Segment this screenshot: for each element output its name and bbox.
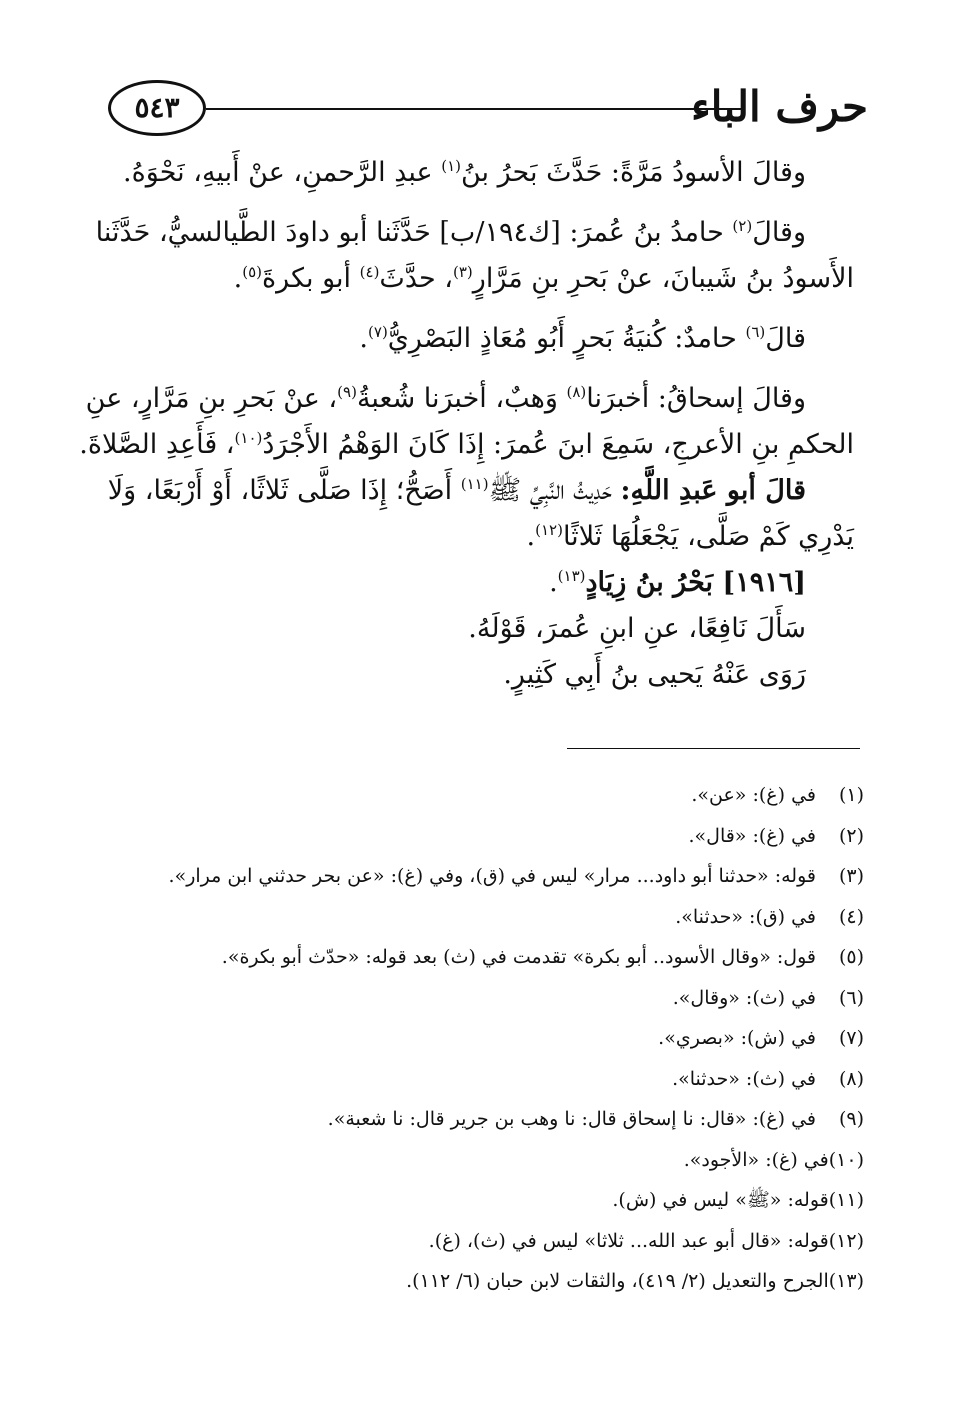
footnote-mark: (٢) bbox=[732, 217, 753, 235]
footnote-mark: (١٣) bbox=[557, 567, 586, 585]
chapter-title: حرف الباء bbox=[691, 82, 868, 131]
footnote: (٨)في (ث): «حدثنا». bbox=[672, 1067, 864, 1090]
footnote: (١)في (غ): «عن». bbox=[691, 784, 864, 806]
footnote-separator bbox=[567, 748, 860, 749]
footnote: (١٣)الجرح والتعديل (٢/ ٤١٩)، والثقات لابن حبان (٦/ ١١٢). bbox=[406, 1270, 864, 1292]
footnote: (١١)قوله: «ﷺ» ليس في (ش). bbox=[612, 1189, 864, 1211]
footnote-mark: (١٠) bbox=[234, 429, 263, 447]
text-line: سَأَلَ نَافِعًا، عنِ ابنِ عُمرَ، قَوْلَهُ. bbox=[468, 613, 806, 644]
entry-heading: [١٩١٦] بَحْرُ بنُ زِيَادٍ$^{(١٣)}$. bbox=[549, 567, 806, 598]
footnote: (٦)في (ث): «وقال». bbox=[672, 986, 864, 1009]
text-line: وقالَ إسحاقُ: أخبرَنا$^{(٨)}$ وَهبٌ، أخبرَنا شُعبةُ$^{(٩)}$، عنْ بَحرِ بنِ مَرَّارٍ، عنِ bbox=[85, 383, 806, 414]
footnote: (٩)في (غ): «قال: نا إسحاق قال: نا وهب بن جرير قال: نا شعبة». bbox=[327, 1108, 864, 1130]
text-line: الأَسودُ بنُ شَيبانَ، عنْ بَحرِ بنِ مَرَّارٍ$^{(٣)}$، حدَّثَ$^{(٤)}$ أبو بكرةَ$^{(٥)}$. bbox=[233, 263, 854, 294]
text-line: يَدْرِي كَمْ صَلَّى، يَجْعَلُهَا ثَلاثًا$^{(١٢)}$. bbox=[526, 521, 854, 552]
footnote-mark: (٦) bbox=[745, 323, 766, 341]
footnote-mark: (١٢) bbox=[535, 521, 563, 539]
footnote: (٤)في (ق): «حدثنا». bbox=[675, 905, 864, 928]
footnote: (١٢)قوله: «قال أبو عبد الله... ثلاثا» ليس في (ث)، (غ). bbox=[428, 1229, 864, 1252]
footnote: (٥)قول: «وقال الأسود.. أبو بكرة» تقدمت في (ث) بعد قوله: «حدّث أبو بكرة». bbox=[221, 946, 864, 968]
page-number: ٥٤٣ bbox=[108, 80, 206, 136]
footnotes bbox=[130, 775, 864, 1302]
footnote-mark: (٧) bbox=[368, 323, 388, 341]
text-line: وقالَ الأسودُ مَرَّةً: حَدَّثَ بَحرُ بنُ$^{(١)}$ عبدِ الرَّحمنِ، عنْ أَبيهِ، نَحْوَهُ. bbox=[123, 157, 806, 188]
footnote-mark: (٨) bbox=[566, 383, 587, 401]
footnote: (٧)في (ش): «بصري». bbox=[658, 1027, 864, 1049]
footnote-mark: (٩) bbox=[337, 383, 357, 401]
footnote-mark: (١) bbox=[441, 157, 461, 175]
footnote: (١٠)في (غ): «الأجود». bbox=[683, 1148, 864, 1171]
footnote-mark: (١١) bbox=[460, 475, 489, 493]
footnote: (٢)في (غ): «قال». bbox=[688, 824, 864, 847]
text-line: وقالَ$^{(٢)}$ حامدُ بنُ عُمرَ: [ك١٩٤/ب] حَدَّثَنا أبو داودَ الطَّيالسيُّ، حَدَّثَنا bbox=[95, 217, 806, 248]
main-text bbox=[79, 150, 854, 698]
speaker-name: قالَ أبو عَبدِ اللَّهِ: bbox=[620, 475, 806, 506]
header-rule bbox=[206, 108, 743, 110]
footnote-mark: (٤) bbox=[359, 263, 380, 281]
text-line: الحكمِ بنِ الأعرجِ، سَمِعَ ابنَ عُمرَ: إِذَا كَانَ الوَهْمُ الأَجْرَدُ$^{(١٠)}$، فَأَعِدِ الصَّلاةَ. bbox=[79, 429, 854, 460]
footnote-mark: (٣) bbox=[453, 263, 473, 281]
text-line: قالَ أبو عَبدِ اللَّهِ: حَدِيثُ النَّبِيِّ ﷺ$^{(١١)}$ أَصَحُّ؛ إِذَا صَلَّى ثَلاثًا، أَوْ أَرْبَعًا، وَلَا bbox=[107, 475, 806, 506]
text-line: قالَ$^{(٦)}$ حامدٌ: كُنيَةُ بَحرٍ أَبُو مُعَاذٍ البَصْرِيُّ$^{(٧)}$. bbox=[359, 323, 806, 354]
text-line: رَوَى عَنْهُ يَحيى بنُ أَبِي كَثِيرٍ. bbox=[503, 659, 806, 690]
running-header bbox=[108, 72, 868, 152]
footnote-mark: (٥) bbox=[242, 263, 263, 281]
footnote: (٣)قوله: «حدثنا أبو داود... مرار» ليس في (ق)، وفي (غ): «عن بحر حدثني ابن مرار». bbox=[168, 865, 864, 887]
